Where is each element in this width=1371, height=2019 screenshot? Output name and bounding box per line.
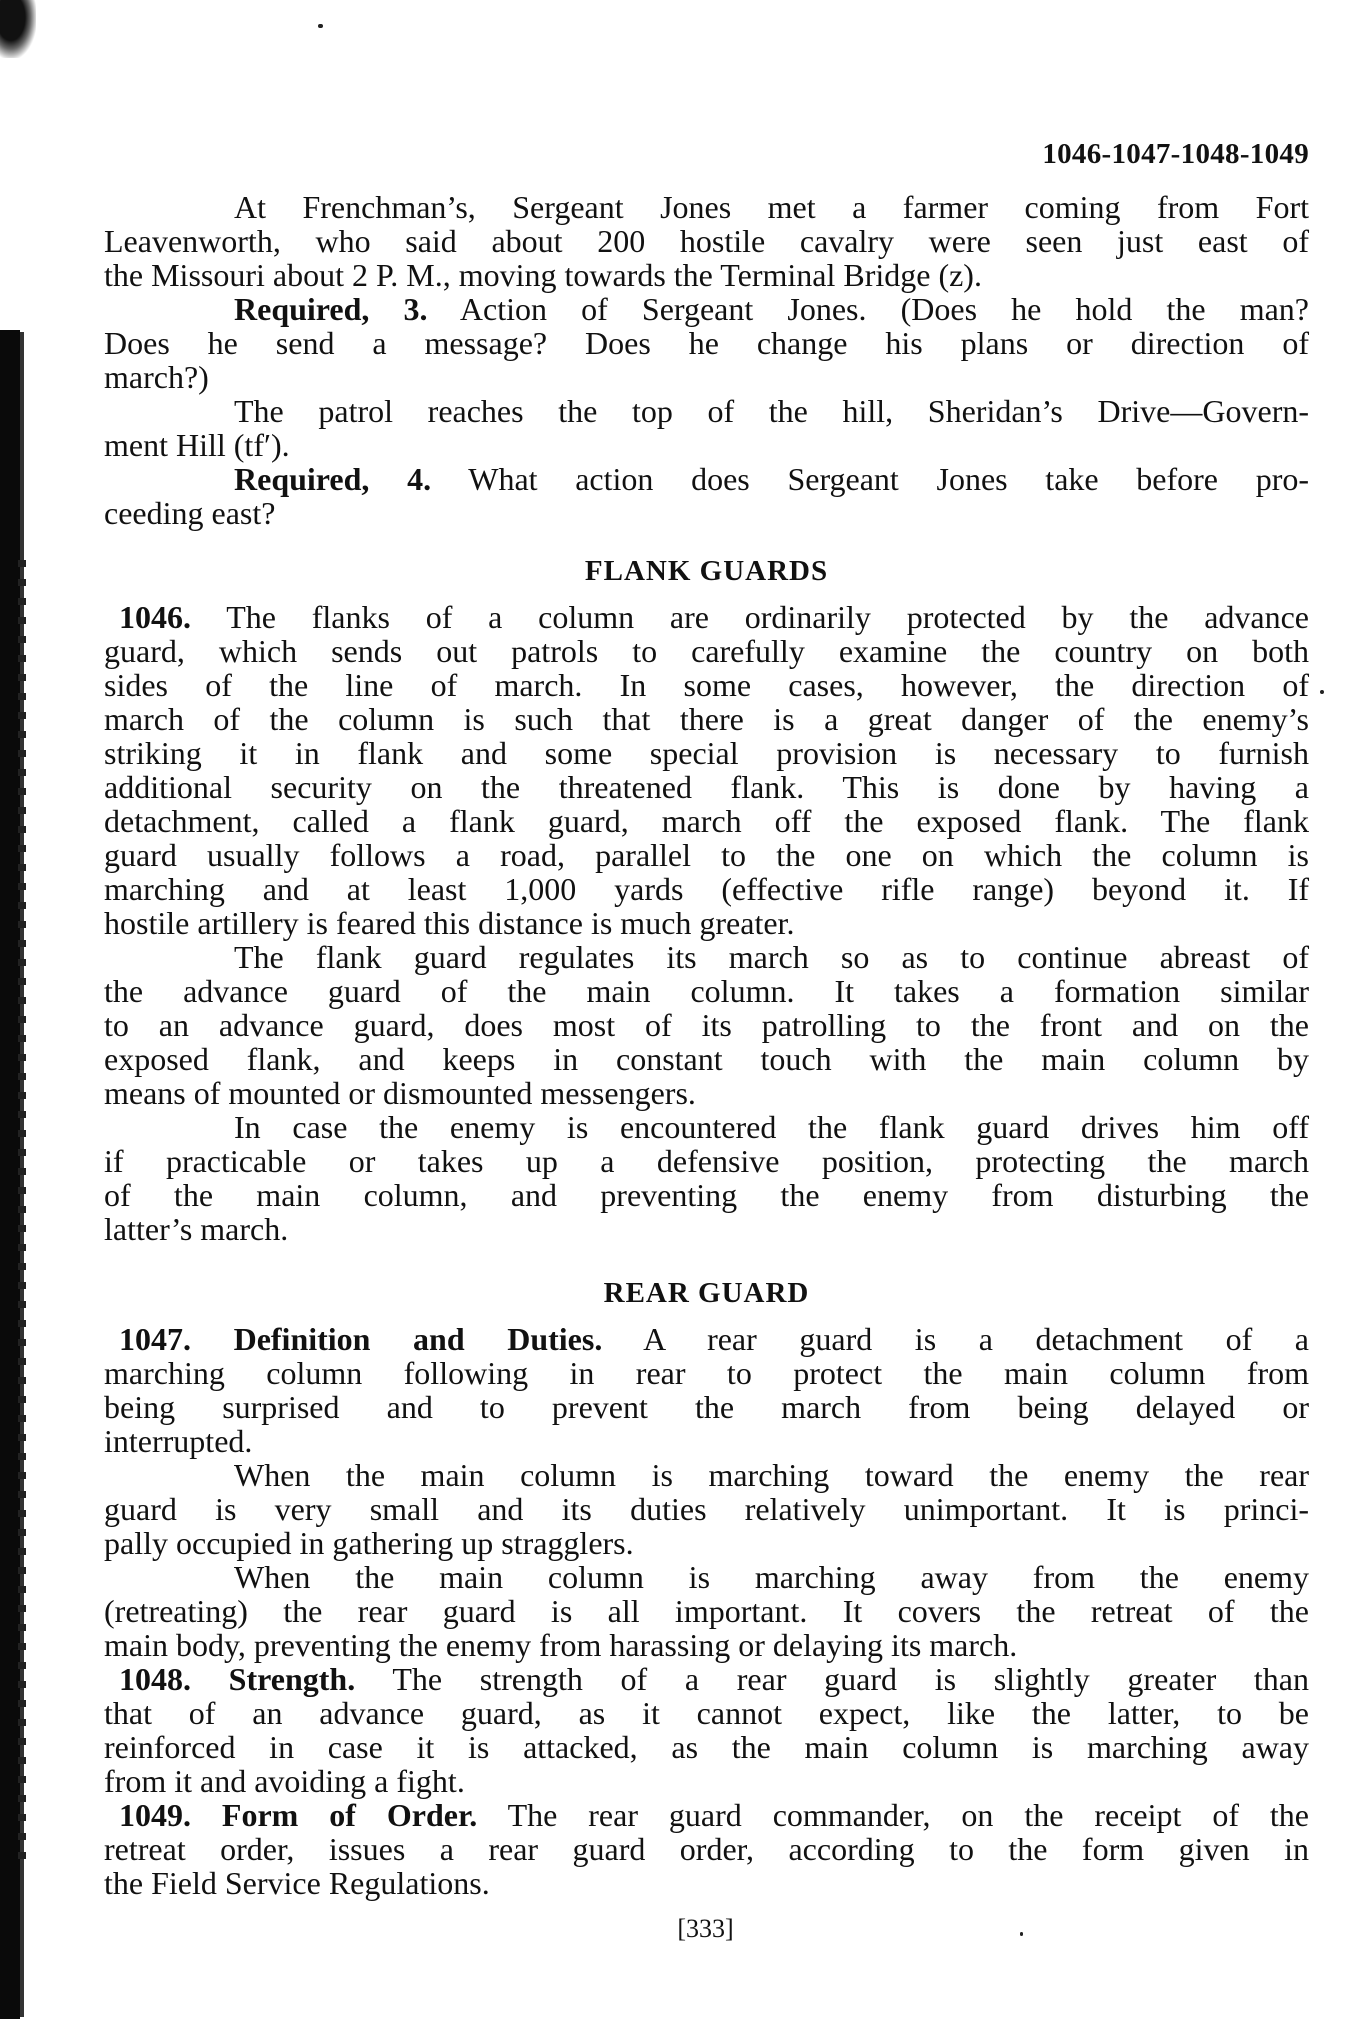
line-text: the Field Service Regulations. bbox=[104, 1865, 490, 1901]
line-text: A rear guard is a detachment of a bbox=[602, 1321, 1309, 1357]
paragraph-number: 1048. bbox=[119, 1661, 191, 1697]
text-line bbox=[104, 906, 1309, 940]
line-text: The flanks of a column are ordinarily protected by the advance bbox=[191, 599, 1309, 635]
line-text: The flank guard regulates its march so as to continue abreast of bbox=[234, 939, 1309, 975]
paragraph-number: 1046. bbox=[119, 599, 191, 635]
text-line bbox=[104, 1424, 1309, 1458]
text-line bbox=[104, 1322, 1309, 1356]
running-head: 1046-1047-1048-1049 bbox=[1042, 138, 1309, 170]
text-line bbox=[104, 1356, 1309, 1390]
paragraph bbox=[104, 292, 1309, 394]
bold-lead-in: Required, 3. bbox=[234, 291, 428, 327]
text-line bbox=[104, 1560, 1309, 1594]
paragraph bbox=[104, 1560, 1309, 1662]
text-line bbox=[104, 258, 1309, 292]
text-line bbox=[104, 600, 1309, 634]
text-line bbox=[104, 1110, 1309, 1144]
line-text: Does he send a message? Does he change his plans or direction of bbox=[104, 325, 1309, 361]
line-text: ceeding east? bbox=[104, 495, 276, 531]
line-text: When the main column is marching away from the enemy bbox=[234, 1559, 1309, 1595]
line-text: hostile artillery is feared this distance is much greater. bbox=[104, 905, 795, 941]
line-text: reinforced in case it is attacked, as the main column is marching away bbox=[104, 1729, 1309, 1765]
scan-smudge bbox=[0, 0, 36, 58]
text-line bbox=[104, 804, 1309, 838]
text-line bbox=[104, 1594, 1309, 1628]
text-line bbox=[104, 1458, 1309, 1492]
line-text: The strength of a rear guard is slightly greater than bbox=[355, 1661, 1310, 1697]
scan-speck bbox=[1320, 690, 1324, 694]
numbered-paragraph bbox=[104, 1798, 1309, 1900]
text-line bbox=[104, 736, 1309, 770]
scan-edge-noise bbox=[18, 560, 26, 1860]
line-text: march?) bbox=[104, 359, 209, 395]
text-line bbox=[104, 702, 1309, 736]
line-text: main body, preventing the enemy from harassing or delaying its march. bbox=[104, 1627, 1018, 1663]
text-line bbox=[104, 292, 1309, 326]
paragraph bbox=[104, 1110, 1309, 1246]
text-line bbox=[104, 1696, 1309, 1730]
text-line bbox=[104, 1628, 1309, 1662]
line-text: of the main column, and preventing the enemy from disturbing the bbox=[104, 1177, 1309, 1213]
text-line bbox=[104, 394, 1309, 428]
line-text: Action of Sergeant Jones. (Does he hold the man? bbox=[427, 291, 1310, 327]
text-line bbox=[104, 224, 1309, 258]
line-text: means of mounted or dismounted messengers. bbox=[104, 1075, 696, 1111]
text-line bbox=[104, 1390, 1309, 1424]
line-text: marching column following in rear to protect the main column from bbox=[104, 1355, 1309, 1391]
text-line bbox=[104, 1492, 1309, 1526]
line-text: guard, which sends out patrols to carefully examine the country on both bbox=[104, 633, 1309, 669]
line-text: striking it in flank and some special provision is necessary to furnish bbox=[104, 735, 1309, 771]
text-line bbox=[104, 190, 1309, 224]
line-text: The patrol reaches the top of the hill, Sheridan’s Drive—Govern- bbox=[234, 393, 1309, 429]
line-text: if practicable or takes up a defensive position, protecting the march bbox=[104, 1143, 1309, 1179]
paragraph bbox=[104, 940, 1309, 1110]
line-text: exposed flank, and keeps in constant touch with the main column by bbox=[104, 1041, 1309, 1077]
line-text: The rear guard commander, on the receipt of the bbox=[477, 1797, 1310, 1833]
scan-speck bbox=[318, 24, 323, 28]
bold-lead-in: Required, 4. bbox=[234, 461, 432, 497]
bold-lead-in: Strength. bbox=[191, 1661, 356, 1697]
line-text: pally occupied in gathering up stragglers. bbox=[104, 1525, 634, 1561]
text-line bbox=[104, 1764, 1309, 1798]
line-text: At Frenchman’s, Sergeant Jones met a farmer coming from Fort bbox=[234, 189, 1309, 225]
line-text: detachment, called a flank guard, march off the exposed flank. The flank bbox=[104, 803, 1309, 839]
numbered-paragraph bbox=[104, 600, 1309, 940]
text-line bbox=[104, 1076, 1309, 1110]
line-text: that of an advance guard, as it cannot expect, like the latter, to be bbox=[104, 1695, 1309, 1731]
line-text: retreat order, issues a rear guard order, according to the form given in bbox=[104, 1831, 1309, 1867]
text-line bbox=[104, 326, 1309, 360]
paragraph-number: 1049. bbox=[119, 1797, 191, 1833]
text-line bbox=[104, 496, 1309, 530]
text-line bbox=[104, 1144, 1309, 1178]
text-line bbox=[104, 428, 1309, 462]
line-text: marching and at least 1,000 yards (effective rifle range) beyond it. If bbox=[104, 871, 1309, 907]
bold-lead-in: Form of Order. bbox=[191, 1797, 478, 1833]
page-body bbox=[104, 190, 1309, 1900]
text-line bbox=[104, 462, 1309, 496]
section-heading: REAR GUARD bbox=[603, 1277, 810, 1309]
line-text: What action does Sergeant Jones take before pro- bbox=[431, 461, 1310, 497]
line-text: In case the enemy is encountered the flank guard drives him off bbox=[234, 1109, 1309, 1145]
paragraph-number: 1047. bbox=[119, 1321, 191, 1357]
line-text: latter’s march. bbox=[104, 1211, 289, 1247]
text-line bbox=[104, 1798, 1309, 1832]
paragraph bbox=[104, 190, 1309, 292]
text-line bbox=[104, 1832, 1309, 1866]
line-text: (retreating) the rear guard is all important. It covers the retreat of the bbox=[104, 1593, 1309, 1629]
text-line bbox=[104, 872, 1309, 906]
line-text: sides of the line of march. In some cases, however, the direction of bbox=[104, 667, 1309, 703]
line-text: Leavenworth, who said about 200 hostile cavalry were seen just east of bbox=[104, 223, 1309, 259]
line-text: interrupted. bbox=[104, 1423, 253, 1459]
line-text: the advance guard of the main column. It takes a formation similar bbox=[104, 973, 1309, 1009]
line-text: to an advance guard, does most of its patrolling to the front and on the bbox=[104, 1007, 1309, 1043]
text-line bbox=[104, 1212, 1309, 1246]
line-text: being surprised and to prevent the march from being delayed or bbox=[104, 1389, 1309, 1425]
bold-lead-in: Definition and Duties. bbox=[191, 1321, 603, 1357]
line-text: the Missouri about 2 P. M., moving towards the Terminal Bridge (z). bbox=[104, 257, 982, 293]
scan-binding-edge bbox=[0, 330, 20, 2019]
text-line bbox=[104, 1008, 1309, 1042]
line-text: ment Hill (tf′). bbox=[104, 427, 290, 463]
paragraph bbox=[104, 394, 1309, 462]
line-text: guard usually follows a road, parallel to the one on which the column is bbox=[104, 837, 1309, 873]
numbered-paragraph bbox=[104, 1322, 1309, 1458]
text-line bbox=[104, 668, 1309, 702]
text-line bbox=[104, 974, 1309, 1008]
paragraph bbox=[104, 1458, 1309, 1560]
text-line bbox=[104, 1178, 1309, 1212]
text-line bbox=[104, 1730, 1309, 1764]
page-number: [333] bbox=[677, 1914, 734, 1943]
text-line bbox=[104, 360, 1309, 394]
text-line bbox=[104, 940, 1309, 974]
text-line bbox=[104, 1866, 1309, 1900]
paragraph bbox=[104, 462, 1309, 530]
line-text: from it and avoiding a fight. bbox=[104, 1763, 465, 1799]
line-text: When the main column is marching toward the enemy the rear bbox=[234, 1457, 1309, 1493]
line-text: guard is very small and its duties relatively unimportant. It is princi- bbox=[104, 1491, 1309, 1527]
text-line bbox=[104, 1042, 1309, 1076]
line-text: additional security on the threatened flank. This is done by having a bbox=[104, 769, 1309, 805]
section-heading: FLANK GUARDS bbox=[584, 555, 829, 587]
text-line bbox=[104, 634, 1309, 668]
text-line bbox=[104, 1526, 1309, 1560]
text-line bbox=[104, 1662, 1309, 1696]
numbered-paragraph bbox=[104, 1662, 1309, 1798]
line-text: march of the column is such that there is a great danger of the enemy’s bbox=[104, 701, 1309, 737]
text-line bbox=[104, 770, 1309, 804]
text-line bbox=[104, 838, 1309, 872]
